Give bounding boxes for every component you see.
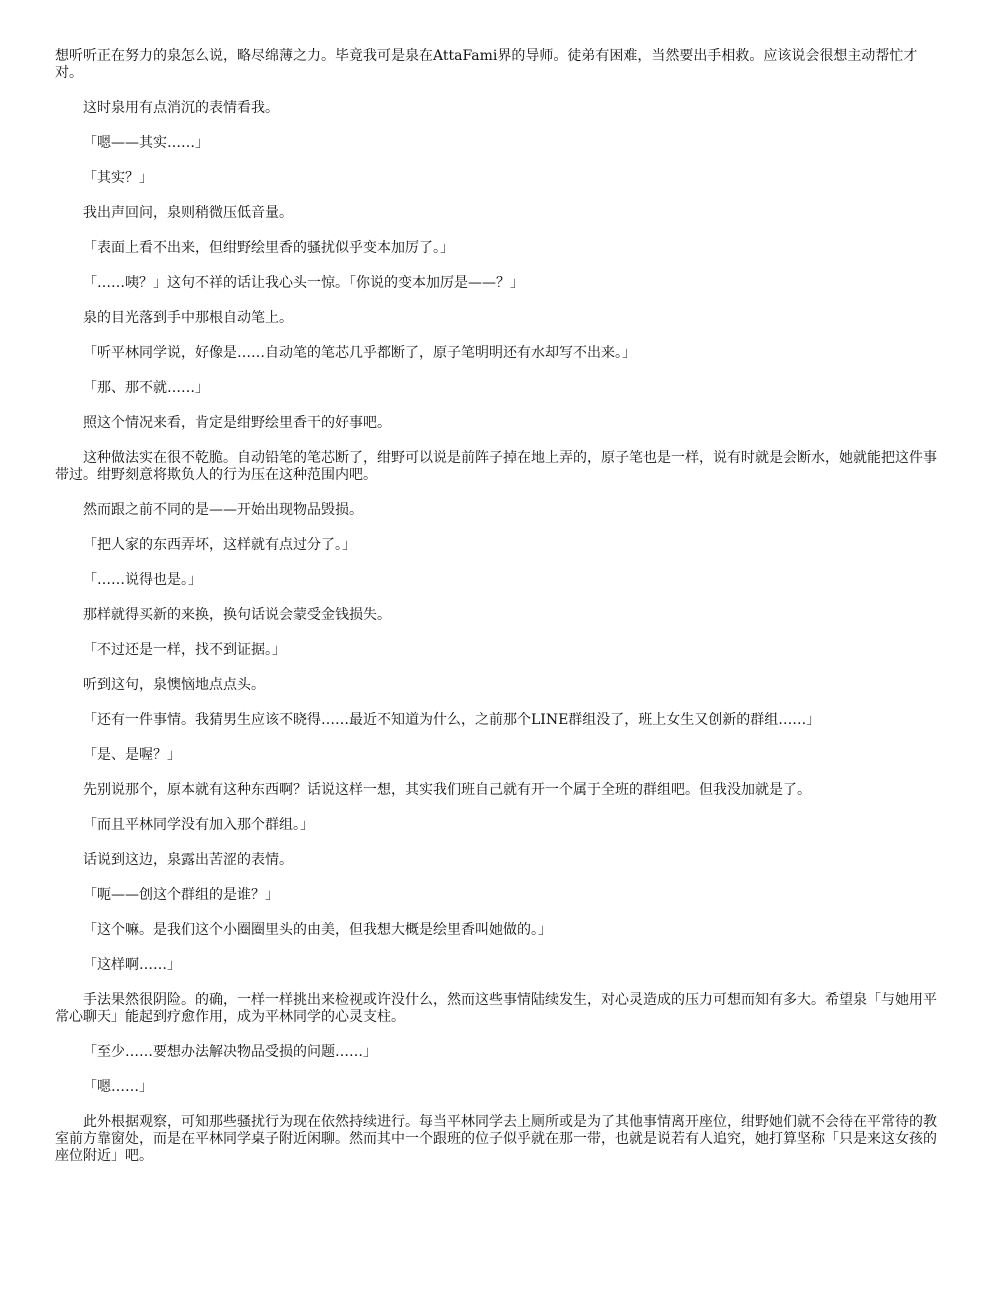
paragraph: 然而跟之前不同的是——开始出现物品毁损。 [83,502,363,518]
paragraph: 那样就得买新的来换，换句话说会蒙受金钱损失。 [83,607,391,623]
paragraph: 手法果然很阴险。的确，一样一样挑出来检视或许没什么，然而这些事情陆续发生，对心灵造成的压力可想而知有多大。希望泉「与她用平常心聊天」能起到疗愈作用，成为平林同学的心灵支柱。 [55,992,937,1025]
paragraph: 「……说得也是。」 [83,572,202,588]
paragraph: 「其实？」 [83,170,153,186]
paragraph: 「嗯——其实……」 [83,135,209,151]
paragraph: 先别说那个，原本就有这种东西啊？话说这样一想，其实我们班自己就有开一个属于全班的群组吧。但我没加就是了。 [83,782,811,798]
paragraph: 「那、那不就……」 [83,380,209,396]
paragraph: 「嗯……」 [83,1079,153,1095]
paragraph: 这种做法实在很不乾脆。自动铅笔的笔芯断了，绀野可以说是前阵子掉在地上弄的，原子笔也是一样，说有时就是会断水，她就能把这件事带过。绀野刻意将欺负人的行为压在这种范围内吧。 [55,450,937,483]
paragraph: 「还有一件事情。我猜男生应该不晓得……最近不知道为什么，之前那个LINE群组没了，班上女生又创新的群组……」 [83,712,821,728]
paragraph: 话说到这边，泉露出苦涩的表情。 [83,852,293,868]
paragraph: 想听听正在努力的泉怎么说，略尽绵薄之力。毕竟我可是泉在AttaFami界的导师。徒弟有困难，当然要出手相救。应该说会很想主动帮忙才对。 [55,48,918,81]
paragraph: 「不过还是一样，找不到证据。」 [83,642,286,658]
paragraph: 「……咦？」这句不祥的话让我心头一惊。「你说的变本加厉是——？」 [83,275,524,291]
paragraph: 「而且平林同学没有加入那个群组。」 [83,817,314,833]
paragraph: 照这个情况来看，肯定是绀野绘里香干的好事吧。 [83,415,391,431]
paragraph: 「听平林同学说，好像是……自动笔的笔芯几乎都断了，原子笔明明还有水却写不出来。」 [83,345,636,361]
document-page [55,48,945,1165]
paragraph: 「呃——创这个群组的是谁？」 [83,887,279,903]
paragraph: 我出声回问，泉则稍微压低音量。 [83,205,293,221]
paragraph: 「是、是喔？」 [83,747,181,763]
paragraph: 「这个嘛。是我们这个小圈圈里头的由美，但我想大概是绘里香叫她做的。」 [83,922,552,938]
paragraph: 此外根据观察，可知那些骚扰行为现在依然持续进行。每当平林同学去上厕所或是为了其他事情离开座位，绀野她们就不会待在平常待的教室前方靠窗处，而是在平林同学桌子附近闲聊。然而其中一个跟班的位子似乎就在那一带，也就是说若有人追究，她打算坚称「只是来这女孩的座位附近」吧。 [55,1114,937,1164]
paragraph: 这时泉用有点消沉的表情看我。 [83,100,279,116]
paragraph: 听到这句，泉懊恼地点点头。 [83,677,265,693]
paragraph: 「这样啊……」 [83,957,181,973]
paragraph: 「至少……要想办法解决物品受损的问题……」 [83,1044,377,1060]
paragraph: 泉的目光落到手中那根自动笔上。 [83,310,293,326]
paragraph: 「表面上看不出来，但绀野绘里香的骚扰似乎变本加厉了。」 [83,240,454,256]
paragraph: 「把人家的东西弄坏，这样就有点过分了。」 [83,537,356,553]
